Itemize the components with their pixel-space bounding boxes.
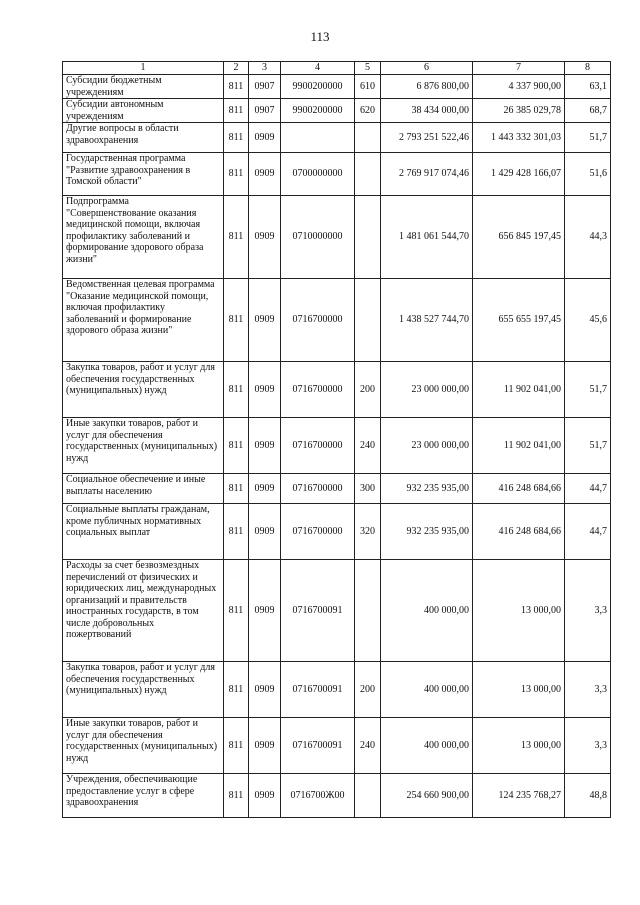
row-name-cell: Закупка товаров, работ и услуг для обеспечения государственных (муниципальных) нужд: [63, 362, 224, 418]
code-admin-cell: 811: [224, 196, 249, 279]
section-code-cell: 0909: [249, 362, 281, 418]
expense-type-cell: 240: [355, 418, 381, 474]
planned-amount-cell: 932 235 935,00: [381, 504, 473, 560]
executed-amount-cell: 26 385 029,78: [473, 99, 565, 123]
execution-percent-cell: 3,3: [565, 560, 611, 662]
section-code-cell: 0909: [249, 774, 281, 818]
header-cell: 7: [473, 62, 565, 75]
row-name-cell: Субсидии автономным учреждениям: [63, 99, 224, 123]
target-article-cell: 0716700000: [281, 474, 355, 504]
planned-amount-cell: 1 438 527 744,70: [381, 279, 473, 362]
execution-percent-cell: 3,3: [565, 718, 611, 774]
target-article-cell: 0716700000: [281, 504, 355, 560]
section-code-cell: 0909: [249, 560, 281, 662]
table-row: [63, 474, 611, 504]
planned-amount-cell: 932 235 935,00: [381, 474, 473, 504]
execution-percent-cell: 44,7: [565, 474, 611, 504]
planned-amount-cell: 254 660 900,00: [381, 774, 473, 818]
table-row: [63, 75, 611, 99]
target-article-cell: 0716700Ж00: [281, 774, 355, 818]
target-article-cell: 0710000000: [281, 196, 355, 279]
expense-type-cell: [355, 279, 381, 362]
code-admin-cell: 811: [224, 662, 249, 718]
execution-percent-cell: 68,7: [565, 99, 611, 123]
table-row: [63, 418, 611, 474]
section-code-cell: 0907: [249, 99, 281, 123]
target-article-cell: 0700000000: [281, 153, 355, 196]
planned-amount-cell: 400 000,00: [381, 718, 473, 774]
target-article-cell: 0716700091: [281, 718, 355, 774]
row-name-cell: Иные закупки товаров, работ и услуг для обеспечения государственных (муниципальных) нужд: [63, 718, 224, 774]
execution-percent-cell: 51,7: [565, 362, 611, 418]
table-row: [63, 362, 611, 418]
expense-type-cell: 320: [355, 504, 381, 560]
target-article-cell: [281, 123, 355, 153]
code-admin-cell: 811: [224, 123, 249, 153]
section-code-cell: 0909: [249, 153, 281, 196]
expense-type-cell: [355, 153, 381, 196]
executed-amount-cell: 1 429 428 166,07: [473, 153, 565, 196]
section-code-cell: 0909: [249, 474, 281, 504]
planned-amount-cell: 6 876 800,00: [381, 75, 473, 99]
section-code-cell: 0909: [249, 504, 281, 560]
expense-type-cell: 610: [355, 75, 381, 99]
row-name-cell: Социальное обеспечение и иные выплаты населению: [63, 474, 224, 504]
table-row: [63, 560, 611, 662]
execution-percent-cell: 48,8: [565, 774, 611, 818]
code-admin-cell: 811: [224, 774, 249, 818]
row-name-cell: Расходы за счет безвозмездных перечислений от физических и юридических лиц, международных организаций и правительств иностранных государств, в том числе добровольных пожертвований: [63, 560, 224, 662]
code-admin-cell: 811: [224, 362, 249, 418]
section-code-cell: 0909: [249, 662, 281, 718]
section-code-cell: 0909: [249, 418, 281, 474]
planned-amount-cell: 23 000 000,00: [381, 418, 473, 474]
table-row: [63, 123, 611, 153]
section-code-cell: 0909: [249, 718, 281, 774]
code-admin-cell: 811: [224, 99, 249, 123]
target-article-cell: 0716700000: [281, 362, 355, 418]
executed-amount-cell: 11 902 041,00: [473, 362, 565, 418]
expense-type-cell: 240: [355, 718, 381, 774]
table-row: [63, 153, 611, 196]
code-admin-cell: 811: [224, 279, 249, 362]
code-admin-cell: 811: [224, 418, 249, 474]
table-row: [63, 279, 611, 362]
row-name-cell: Социальные выплаты гражданам, кроме публичных нормативных социальных выплат: [63, 504, 224, 560]
planned-amount-cell: 1 481 061 544,70: [381, 196, 473, 279]
execution-percent-cell: 44,7: [565, 504, 611, 560]
header-row: [63, 62, 611, 75]
row-name-cell: Другие вопросы в области здравоохранения: [63, 123, 224, 153]
code-admin-cell: 811: [224, 560, 249, 662]
execution-percent-cell: 51,7: [565, 123, 611, 153]
target-article-cell: 0716700091: [281, 560, 355, 662]
target-article-cell: 0716700000: [281, 418, 355, 474]
section-code-cell: 0909: [249, 123, 281, 153]
budget-table: [62, 61, 611, 818]
executed-amount-cell: 11 902 041,00: [473, 418, 565, 474]
header-cell: 5: [355, 62, 381, 75]
header-cell: 6: [381, 62, 473, 75]
target-article-cell: 0716700091: [281, 662, 355, 718]
table-row: [63, 504, 611, 560]
row-name-cell: Субсидии бюджетным учреждениям: [63, 75, 224, 99]
code-admin-cell: 811: [224, 474, 249, 504]
executed-amount-cell: 656 845 197,45: [473, 196, 565, 279]
execution-percent-cell: 3,3: [565, 662, 611, 718]
expense-type-cell: [355, 560, 381, 662]
code-admin-cell: 811: [224, 718, 249, 774]
planned-amount-cell: 400 000,00: [381, 560, 473, 662]
execution-percent-cell: 45,6: [565, 279, 611, 362]
row-name-cell: Ведомственная целевая программа "Оказание медицинской помощи, включая профилактику заболеваний и формирование здорового образа жизни": [63, 279, 224, 362]
planned-amount-cell: 2 769 917 074,46: [381, 153, 473, 196]
executed-amount-cell: 13 000,00: [473, 662, 565, 718]
table-row: [63, 99, 611, 123]
expense-type-cell: [355, 196, 381, 279]
expense-type-cell: 300: [355, 474, 381, 504]
code-admin-cell: 811: [224, 75, 249, 99]
header-cell: 3: [249, 62, 281, 75]
code-admin-cell: 811: [224, 504, 249, 560]
table-row: [63, 774, 611, 818]
section-code-cell: 0909: [249, 196, 281, 279]
section-code-cell: 0909: [249, 279, 281, 362]
planned-amount-cell: 2 793 251 522,46: [381, 123, 473, 153]
expense-type-cell: 200: [355, 362, 381, 418]
executed-amount-cell: 4 337 900,00: [473, 75, 565, 99]
expense-type-cell: [355, 123, 381, 153]
row-name-cell: Учреждения, обеспечивающие предоставление услуг в сфере здравоохранения: [63, 774, 224, 818]
execution-percent-cell: 51,6: [565, 153, 611, 196]
header-cell: 4: [281, 62, 355, 75]
executed-amount-cell: 124 235 768,27: [473, 774, 565, 818]
table-row: [63, 196, 611, 279]
code-admin-cell: 811: [224, 153, 249, 196]
expense-type-cell: 620: [355, 99, 381, 123]
planned-amount-cell: 23 000 000,00: [381, 362, 473, 418]
executed-amount-cell: 416 248 684,66: [473, 474, 565, 504]
execution-percent-cell: 63,1: [565, 75, 611, 99]
executed-amount-cell: 416 248 684,66: [473, 504, 565, 560]
expense-type-cell: [355, 774, 381, 818]
executed-amount-cell: 655 655 197,45: [473, 279, 565, 362]
planned-amount-cell: 400 000,00: [381, 662, 473, 718]
planned-amount-cell: 38 434 000,00: [381, 99, 473, 123]
header-cell: 1: [63, 62, 224, 75]
table-row: [63, 718, 611, 774]
executed-amount-cell: 13 000,00: [473, 560, 565, 662]
execution-percent-cell: 44,3: [565, 196, 611, 279]
execution-percent-cell: 51,7: [565, 418, 611, 474]
section-code-cell: 0907: [249, 75, 281, 99]
header-cell: 8: [565, 62, 611, 75]
page-number: 113: [310, 29, 330, 44]
row-name-cell: Закупка товаров, работ и услуг для обеспечения государственных (муниципальных) нужд: [63, 662, 224, 718]
target-article-cell: 9900200000: [281, 75, 355, 99]
table-row: [63, 662, 611, 718]
header-cell: 2: [224, 62, 249, 75]
row-name-cell: Государственная программа "Развитие здравоохранения в Томской области": [63, 153, 224, 196]
executed-amount-cell: 13 000,00: [473, 718, 565, 774]
row-name-cell: Иные закупки товаров, работ и услуг для обеспечения государственных (муниципальных) нужд: [63, 418, 224, 474]
row-name-cell: Подпрограмма "Совершенствование оказания медицинской помощи, включая профилактику заболеваний и формирование здорового образа жизни": [63, 196, 224, 279]
target-article-cell: 9900200000: [281, 99, 355, 123]
executed-amount-cell: 1 443 332 301,03: [473, 123, 565, 153]
target-article-cell: 0716700000: [281, 279, 355, 362]
expense-type-cell: 200: [355, 662, 381, 718]
